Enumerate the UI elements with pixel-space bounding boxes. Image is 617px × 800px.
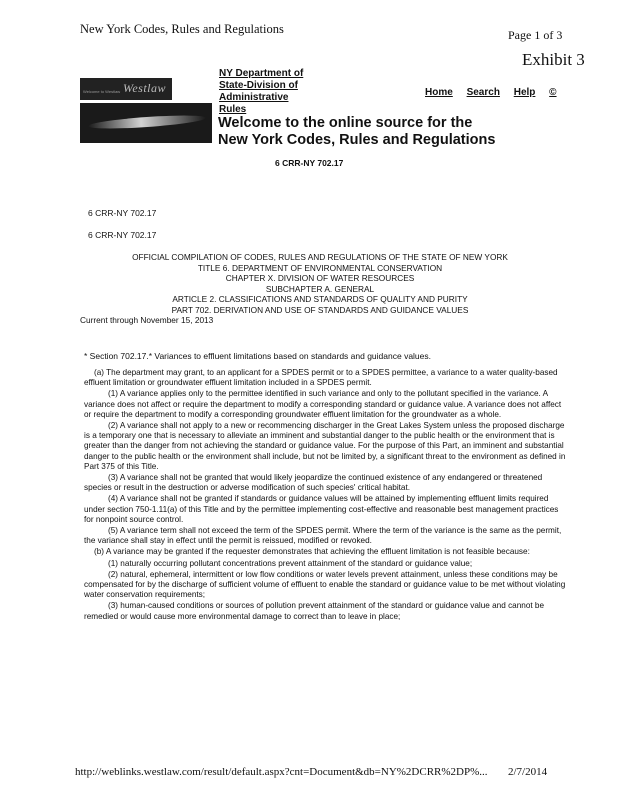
agency-line-4: Rules (219, 104, 247, 115)
agency-line-2: State-Division of (219, 80, 298, 91)
paragraph-a2: (2) A variance shall not apply to a new or recommencing discharger in the Great Lakes System unless the proposed discharge is a temporary one that is necessary to alleviate an imminent and substantial danger to the public health or the environment that is greater than the danger from not achieving the standard or guidance value. For the purpose of this Part, an imminent and substantial danger to the public health or the environment shall include, but not be limited by, a significant threat to the environment as defined in Part 375 of this Title. (84, 421, 566, 471)
footer-date: 2/7/2014 (508, 766, 548, 778)
citation-heading: 6 CRR-NY 702.17 (275, 158, 344, 168)
section-title: * Section 702.17.* Variances to effluent limitations based on standards and guidance values. (84, 351, 431, 361)
compilation-hierarchy (80, 252, 560, 326)
nav-home-link[interactable]: Home (425, 87, 453, 98)
nav-search-link[interactable]: Search (466, 87, 500, 98)
current-through-date: Current through November 15, 2013 (80, 315, 214, 325)
citation-line-2: 6 CRR-NY 702.17 (88, 230, 157, 240)
compilation-chapter: CHAPTER X. DIVISION OF WATER RESOURCES (225, 273, 415, 283)
section-body (84, 368, 570, 623)
paragraph-a1: (1) A variance applies only to the permittee identified in such variance and only to the pollutant specified in the variance. A variance does not affect or require the department to modify a corresponding standard or guidance value. A variance does not affect or require the department to modify a corresponding groundwater effluent limitation for the groundwater as a whole. (84, 389, 562, 419)
agency-line-3: Administrative (219, 92, 289, 103)
paragraph-b3: (3) human-caused conditions or sources of pollution prevent attainment of the standard or guidance value and cannot be remedied or would cause more environmental damage to correct than to leave in place; (84, 601, 545, 621)
compilation-title: OFFICIAL COMPILATION OF CODES, RULES AND REGULATIONS OF THE STATE OF NEW YORK (132, 252, 508, 262)
logo-banner-image (80, 103, 212, 143)
paragraph-a4: (4) A variance shall not be granted if standards or guidance values will be attained by implementing effluent limits required under section 750-1.11(a) of this Title and by the permittee implementing cost-effective and reasonable best management practices for nonpoint source control. (84, 494, 559, 524)
paragraph-b2: (2) natural, ephemeral, intermittent or low flow conditions or water levels prevent attainment, unless these conditions may be compensated for by the discharge of sufficient volume of effluent to enable the standard or guidance value to be met without violating water conservation requirements; (84, 569, 566, 600)
compilation-title-6: TITLE 6. DEPARTMENT OF ENVIRONMENTAL CONSERVATION (197, 262, 443, 273)
agency-link[interactable] (219, 68, 319, 116)
compilation-subchapter: SUBCHAPTER A. GENERAL (265, 283, 375, 294)
paragraph-b1: (1) naturally occurring pollutant concentrations prevent attainment of the standard or guidance value; (108, 558, 473, 568)
document-source-title: New York Codes, Rules and Regulations (80, 22, 284, 36)
welcome-line-1: Welcome to the online source for the (218, 115, 473, 131)
paragraph-a: (a) The department may grant, to an applicant for a SPDES permit or to a SPDES permittee, a variance to a water quality-based effluent limitation or groundwater effluent limitation included in a SPDES permit. (84, 368, 558, 388)
logo-text: Westlaw (122, 81, 166, 95)
exhibit-label: Exhibit 3 (522, 50, 585, 69)
compilation-article: ARTICLE 2. CLASSIFICATIONS AND STANDARDS OF QUALITY AND PURITY (172, 294, 468, 304)
nav-help-link[interactable]: Help (513, 87, 536, 98)
citation-line-1: 6 CRR-NY 702.17 (88, 208, 157, 218)
light-streak-graphic (88, 113, 206, 131)
logo-tagline: Welcome to Westlaw (83, 89, 121, 94)
paragraph-a3: (3) A variance shall not be granted that would likely jeopardize the continued existence of any endangered or threatened species or result in the destruction or adverse modification of such species' critical habitat. (84, 473, 543, 493)
agency-line-1: NY Department of (219, 68, 304, 79)
paragraph-b: (b) A variance may be granted if the requester demonstrates that achieving the effluent limitation is not feasible because: (94, 547, 530, 557)
page-indicator: Page 1 of 3 (508, 28, 563, 42)
welcome-heading (218, 115, 538, 149)
compilation-part: PART 702. DERIVATION AND USE OF STANDARDS AND GUIDANCE VALUES (171, 304, 469, 315)
welcome-line-2: New York Codes, Rules and Regulations (218, 132, 496, 148)
westlaw-logo[interactable] (80, 78, 172, 100)
footer-url: http://weblinks.westlaw.com/result/default.aspx?cnt=Document&db=NY%2DCRR%2DP%... (75, 766, 488, 778)
top-nav (425, 87, 568, 98)
nav-copyright-link[interactable]: © (549, 87, 557, 98)
paragraph-a5: (5) A variance term shall not exceed the term of the SPDES permit. Where the term of the variance is the same as the permit, the variance shall stay in effect until the permit is reissued, modified or revoked. (84, 526, 562, 546)
